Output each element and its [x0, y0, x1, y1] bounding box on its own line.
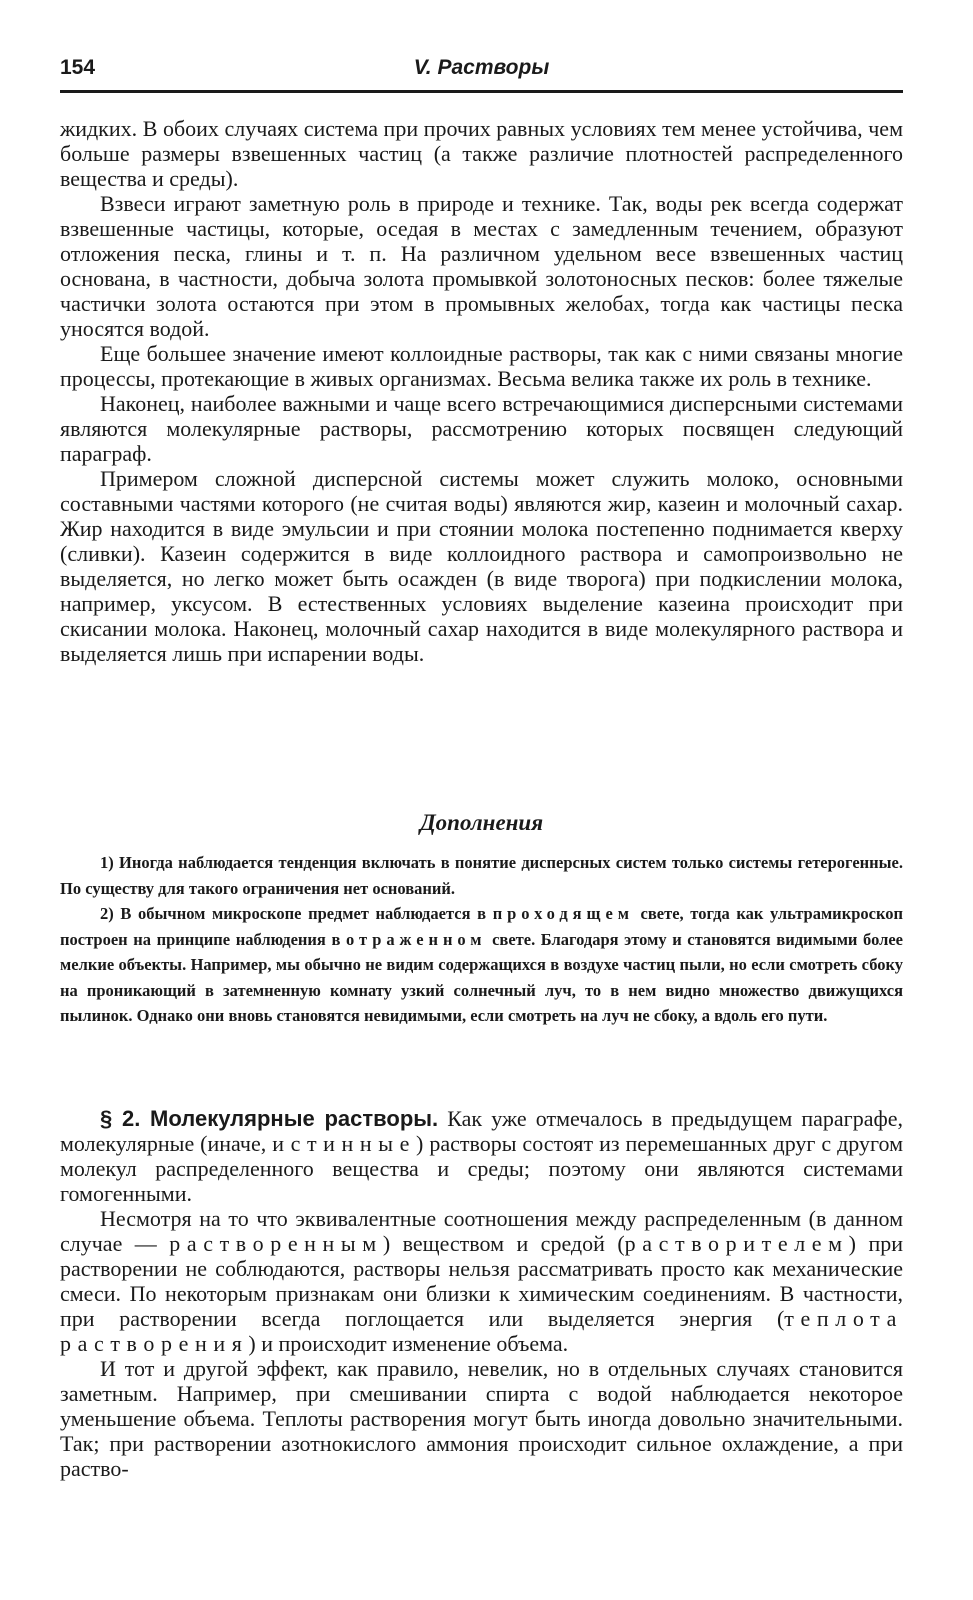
emphasis-text: теплота растворения	[60, 1306, 903, 1356]
text-run: ) растворы состоят из перемешанных друг с другом молекул распределенного вещества и среды; поэтому они являются системами гомогенными.	[60, 1131, 903, 1206]
section-heading: § 2. Молекулярные растворы.	[100, 1106, 439, 1131]
emphasis-text: растворителем	[624, 1231, 849, 1256]
text-run: ) и происходит изменение объема.	[248, 1331, 569, 1356]
note-2-emphasis: отраженном	[345, 929, 487, 949]
paragraph-milk: Примером сложной дисперсной системы может служить молоко, основными составными частями которого (не считая воды) являются жир, казеин и молочный сахар. Жир находится в виде эмульсии и при стоянии молока постепенно поднимается кверху (сливки). Казеин содержится в виде коллоидного раствора и самопроизвольно не выделяется, но легко может быть осажден (в виде творога) при подкислении молока, например, уксусом. В естественных условиях выделение казеина происходит при скисании молока. Наконец, молочный сахар находится в виде молекулярного раствора и выделяется лишь при испарении воды.	[60, 466, 903, 666]
running-title: V. Растворы	[413, 56, 550, 79]
paragraph-molecular: Наконец, наиболее важными и чаще всего встречающимися дисперсными системами являются молекулярные растворы, рассмотрению которых посвящен следующий параграф.	[60, 391, 903, 466]
section-2-paragraph-1	[60, 1106, 903, 1206]
text-run: Несмотря на то что эквивалентные соотношения между распределенным (в данном случае —	[60, 1206, 903, 1256]
note-2-text: свете. Благодаря этому и становятся видимыми более мелкие объекты. Например, мы обычно не видим содержащихся в воздухе частиц пыли, но если смотреть сбоку на проникающий в затемненную комнату узкий солнечный луч, то в нем видно множество движущихся пылинок. Однако они вновь становятся невидимыми, если смотреть на луч не сбоку, а вдоль его пути.	[60, 929, 903, 1025]
main-text	[60, 116, 903, 666]
section-2-paragraph-2	[60, 1206, 903, 1356]
paragraph-colloids: Еще большее значение имеют коллоидные растворы, так как с ними связаны многие процессы, протекающие в живых организмах. Весьма велика также их роль в технике.	[60, 341, 903, 391]
text-run: ) при растворении не соблюдаются, растворы нельзя рассматривать просто как механические смеси. По некоторым признакам они близки к химическим соединениям. В частности, при растворении всегда поглощается или выделяется энергия (	[60, 1231, 903, 1331]
page-header	[60, 52, 903, 93]
note-2-emphasis: проходящем	[492, 904, 634, 923]
text-run: ) веществом и средой (	[382, 1231, 625, 1256]
page-number: 154	[60, 56, 96, 79]
emphasis-text: растворенным	[169, 1231, 383, 1256]
note-2-text: 2) В обычном микроскопе предмет наблюдается в	[100, 904, 493, 923]
supplements-title: Дополнения	[419, 810, 544, 835]
paragraph-continuation: жидких. В обоих случаях система при прочих равных условиях тем менее устойчива, чем больше размеры взвешенных частиц (а также различие плотностей распределенного вещества и среды).	[60, 116, 903, 191]
note-2-text: свете, тогда как ультрамикроскоп построен на принципе наблюдения в	[60, 904, 903, 949]
note-1: 1) Иногда наблюдается тенденция включать в понятие дисперсных систем только системы гетерогенные. По существу для такого ограничения нет оснований.	[60, 853, 903, 898]
supplements-notes	[60, 850, 903, 1029]
paragraph-suspensions: Взвеси играют заметную роль в природе и технике. Так, воды рек всегда содержат взвешенные частицы, которые, оседая в местах с замедленным течением, образуют отложения песка, глины и т. п. На различном удельном весе взвешенных частиц основана, в частности, добыча золота промывкой золотоносных песков: более тяжелые частички золота остаются при этом в промывных желобах, тогда как частицы песка уносятся водой.	[60, 191, 903, 341]
note-2	[60, 901, 903, 1029]
emphasis-text: истинные	[272, 1131, 417, 1156]
section-2	[60, 1106, 903, 1481]
text-run: Как уже отмечалось в предыдущем параграфе, молекулярные (иначе,	[60, 1106, 903, 1156]
section-2-paragraph-3: И тот и другой эффект, как правило, невелик, но в отдельных случаях становится заметным. Например, при смешивании спирта с водой наблюдается некоторое уменьшение объема. Теплоты растворения могут быть иногда довольно значительными. Так; при растворении азотнокислого аммония происходит сильное охлаждение, а при раство-	[60, 1356, 903, 1481]
